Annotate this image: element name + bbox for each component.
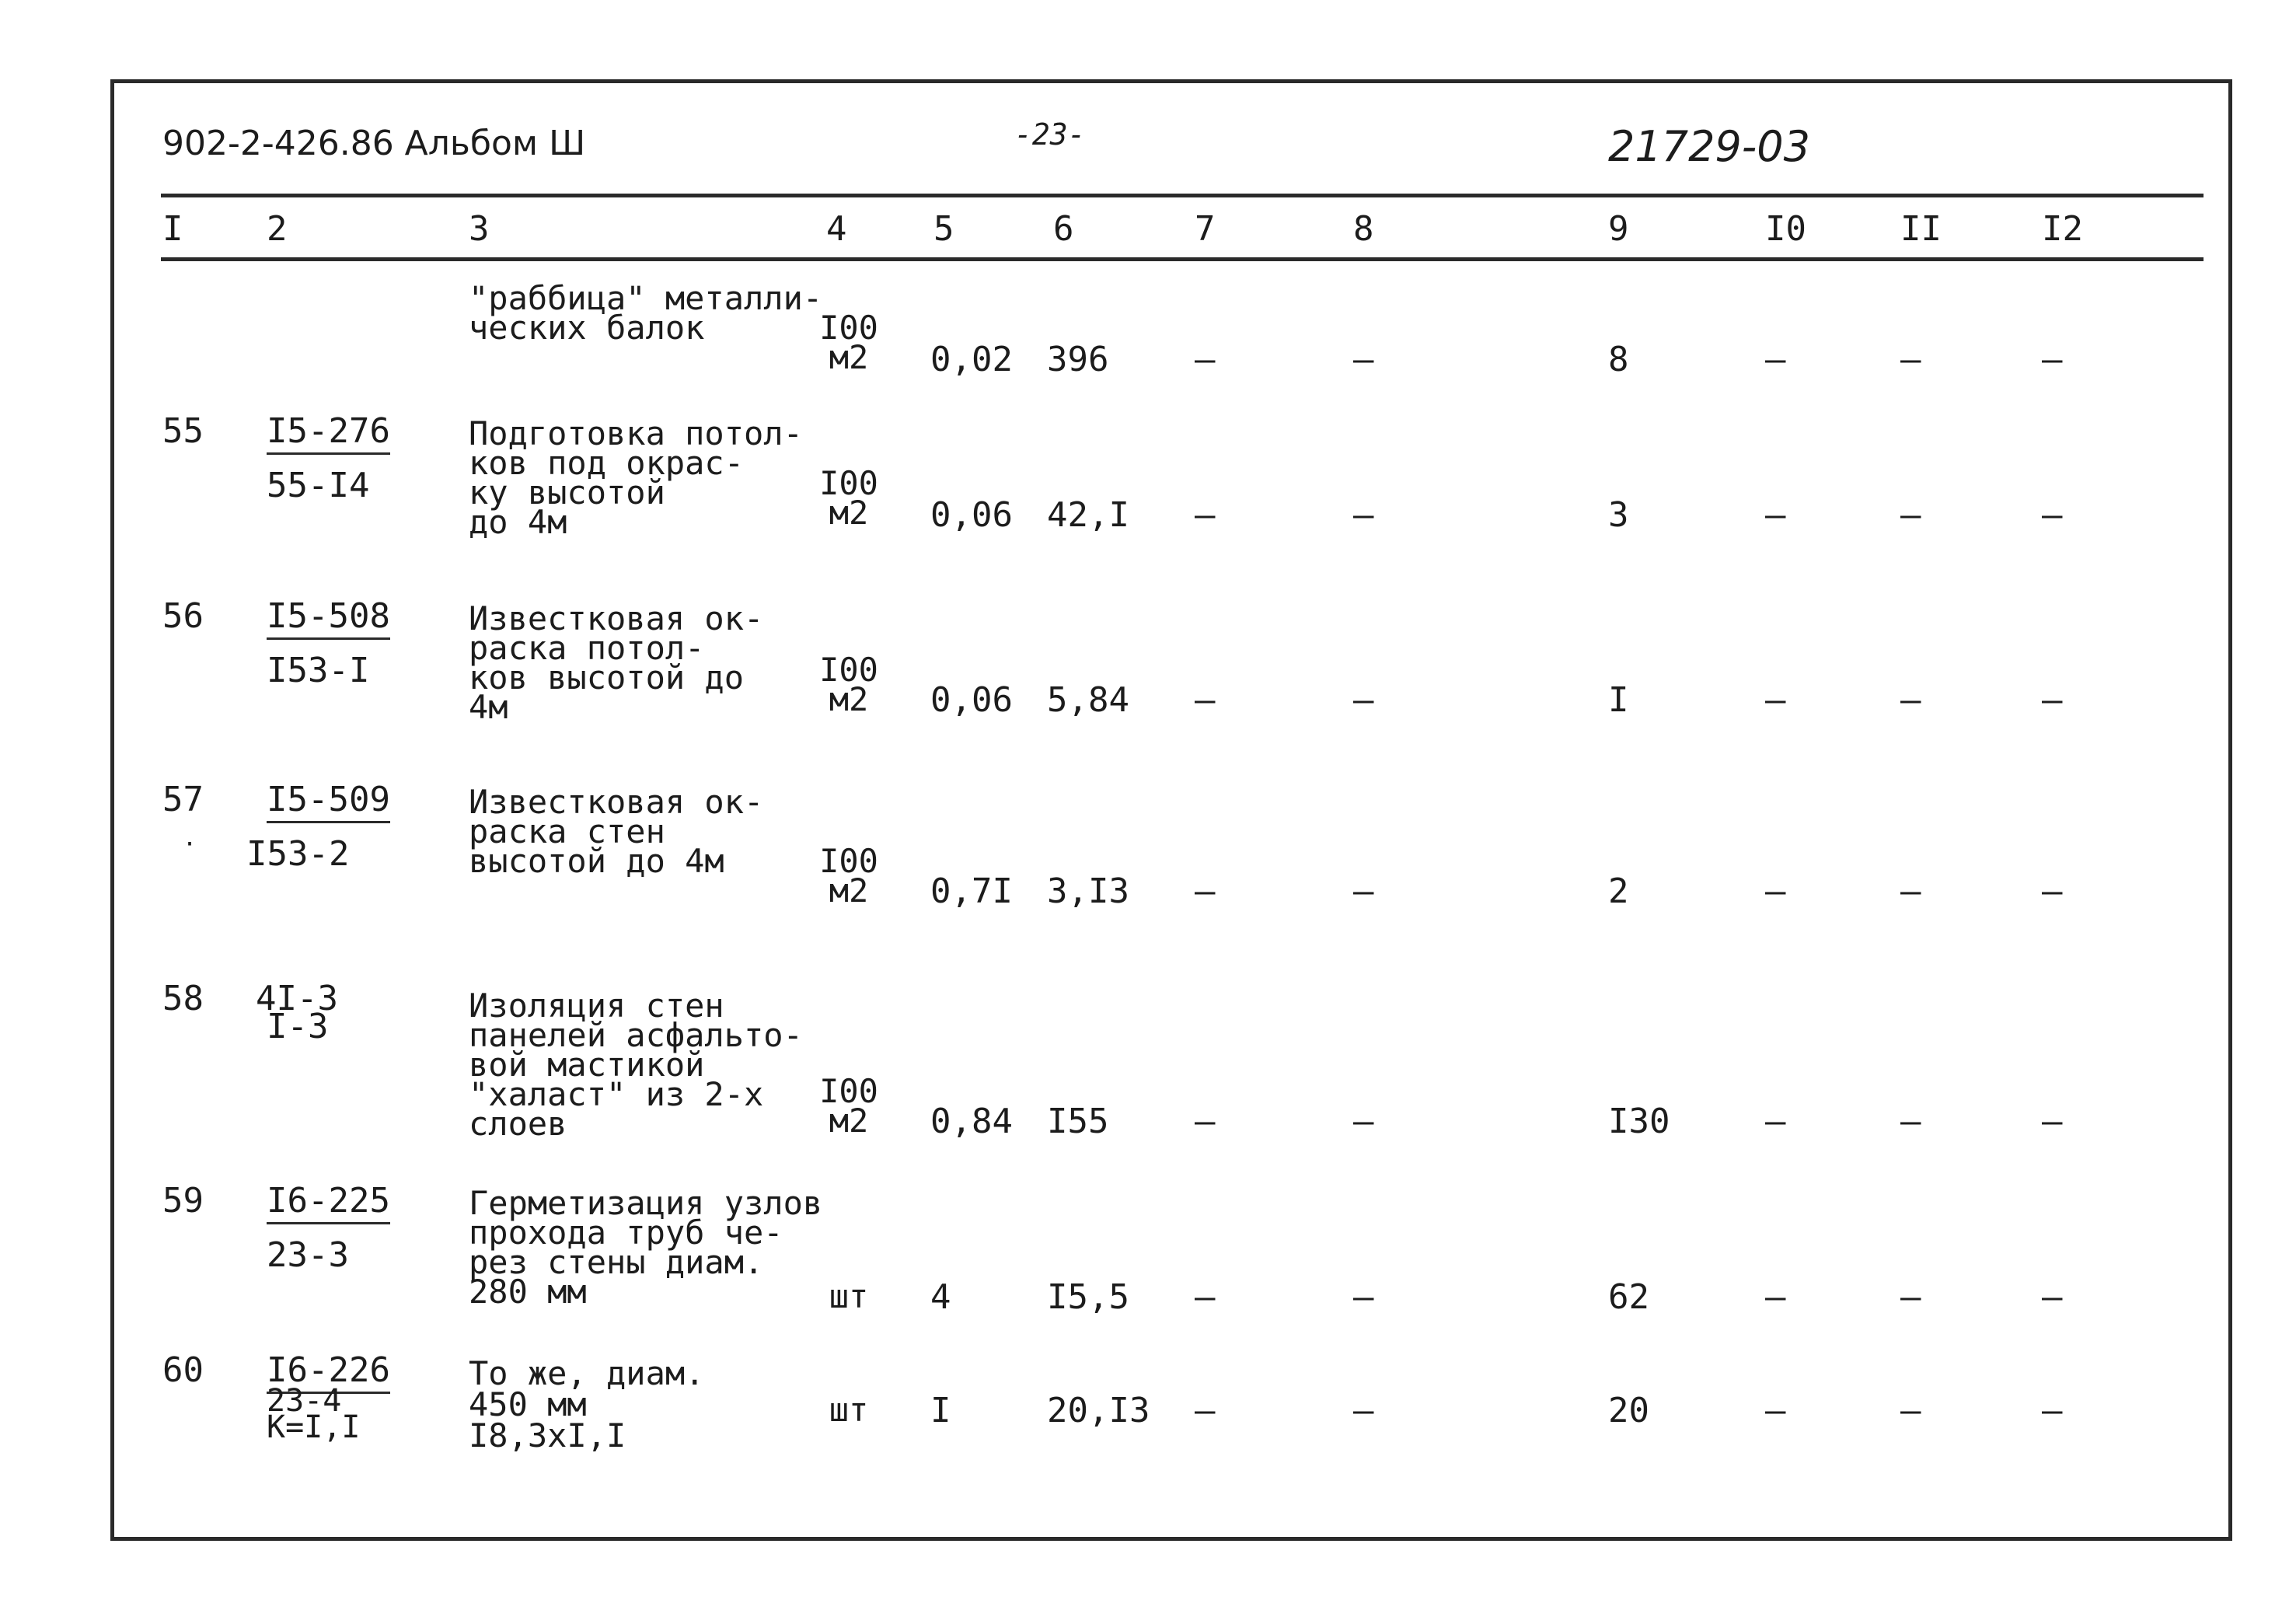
col7-value: – (1195, 1277, 1216, 1317)
page-number: -23- (1014, 117, 1086, 152)
rate-code-top: 4I-3 (256, 979, 338, 1018)
table-row (114, 596, 2236, 756)
header-rule-bottom (161, 257, 2204, 261)
work-name: Герметизация узлов прохода труб че- рез стены диам. 280 мм (469, 1184, 823, 1311)
col11-value: – (1900, 871, 1921, 911)
sheet-code: 21729-03 (1608, 122, 1810, 171)
row-number: 60 (162, 1350, 204, 1390)
rate-code (267, 780, 390, 819)
col10-value: – (1765, 680, 1786, 720)
unit: шт (829, 1277, 869, 1315)
row-number: 57 (162, 780, 204, 819)
column-header-1: I (162, 209, 183, 249)
col12-value: – (2042, 871, 2063, 911)
col12-value: – (2042, 1102, 2063, 1141)
col12-value: – (2042, 680, 2063, 720)
col7-value: – (1195, 1102, 1216, 1141)
col7-value: – (1195, 871, 1216, 911)
unit-price: 3,I3 (1047, 871, 1129, 911)
table-row (114, 1181, 2236, 1341)
unit-price: 20,I3 (1047, 1391, 1150, 1430)
column-header-5: 5 (933, 209, 954, 249)
unit: I00 м2 (819, 309, 878, 376)
rate-code-bottom: I53-2 (246, 834, 350, 874)
col10-value: – (1765, 495, 1786, 535)
work-name: "раббица" металли- ческих балок (469, 279, 823, 347)
unit-price: I5,5 (1047, 1277, 1129, 1317)
quantity: 0,84 (930, 1102, 1013, 1141)
col12-value: – (2042, 1277, 2063, 1317)
rate-code-bottom: I53-I (267, 651, 370, 690)
col9-value: 62 (1608, 1277, 1649, 1317)
col8-value: – (1353, 1102, 1374, 1141)
col10-value: – (1765, 1391, 1786, 1430)
col7-value: – (1195, 680, 1216, 720)
col11-value: – (1900, 1391, 1921, 1430)
column-header-9: 9 (1608, 209, 1629, 249)
quantity: 0,06 (930, 680, 1013, 720)
column-header-8: 8 (1353, 209, 1374, 249)
rate-code (267, 1181, 390, 1221)
table-row (114, 411, 2236, 571)
col7-value: – (1195, 340, 1216, 379)
column-header-10: I0 (1765, 209, 1806, 249)
col9-value: 8 (1608, 340, 1629, 379)
col9-value: 2 (1608, 871, 1629, 911)
col9-value: 3 (1608, 495, 1629, 535)
quantity: 0,02 (930, 340, 1013, 379)
col11-value: – (1900, 340, 1921, 379)
rate-code (267, 411, 390, 451)
table-row (114, 780, 2236, 963)
row-number: 58 (162, 979, 204, 1018)
col11-value: – (1900, 1102, 1921, 1141)
row-number: 55 (162, 411, 204, 451)
unit-price: 396 (1047, 340, 1109, 379)
unit: I00 м2 (819, 1072, 878, 1140)
column-header-7: 7 (1195, 209, 1216, 249)
unit-price: 42,I (1047, 495, 1129, 535)
col12-value: – (2042, 495, 2063, 535)
row-number: 59 (162, 1181, 204, 1221)
work-name: То же, диам. 450 мм I8,3хI,I (469, 1354, 705, 1455)
unit-price: 5,84 (1047, 680, 1129, 720)
quantity: I (930, 1391, 951, 1430)
col11-value: – (1900, 680, 1921, 720)
column-header-12: I2 (2042, 209, 2083, 249)
col8-value: – (1353, 340, 1374, 379)
row-number: 56 (162, 596, 204, 636)
col12-value: – (2042, 340, 2063, 379)
rate-code-bottom: I-3 (267, 1007, 329, 1046)
col10-value: – (1765, 340, 1786, 379)
column-header-11: II (1900, 209, 1942, 249)
quantity: 4 (930, 1277, 951, 1317)
col7-value: – (1195, 1391, 1216, 1430)
col9-value: I (1608, 680, 1629, 720)
quantity: 0,7I (930, 871, 1013, 911)
rate-code-top: I5-276 (267, 411, 390, 455)
rate-code-top: I6-225 (267, 1181, 390, 1224)
work-name: Известковая ок- раска потол- ков высотой до 4м (469, 599, 764, 726)
col8-value: – (1353, 680, 1374, 720)
column-header-3: 3 (469, 209, 490, 249)
unit-price: I55 (1047, 1102, 1109, 1141)
rate-code-top: I5-508 (267, 596, 390, 640)
col11-value: – (1900, 1277, 1921, 1317)
col8-value: – (1353, 871, 1374, 911)
quantity: 0,06 (930, 495, 1013, 535)
column-header-4: 4 (826, 209, 847, 249)
col10-value: – (1765, 1102, 1786, 1141)
table-row (114, 1350, 2236, 1479)
rate-code-bottom: 23-3 (267, 1235, 349, 1275)
rate-code-bottom: 55-I4 (267, 466, 370, 505)
margin-dot: · (183, 831, 197, 858)
col12-value: – (2042, 1391, 2063, 1430)
col8-value: – (1353, 1391, 1374, 1430)
document-code: 902-2-426.86 Альбом Ш (162, 124, 586, 163)
rate-code-top: I6-226 (267, 1350, 390, 1394)
col8-value: – (1353, 495, 1374, 535)
column-header-2: 2 (267, 209, 288, 249)
col10-value: – (1765, 871, 1786, 911)
table-row (114, 279, 2236, 400)
rate-code-bottom: 23-4 К=I,I (267, 1383, 361, 1445)
header-rule-top (161, 194, 2204, 197)
col9-value: I30 (1608, 1102, 1670, 1141)
col7-value: – (1195, 495, 1216, 535)
work-name: Подготовка потол- ков под окрас- ку высотой до 4м (469, 414, 803, 541)
unit: I00 м2 (819, 651, 878, 718)
table-row (114, 979, 2236, 1170)
rate-code (267, 1350, 390, 1390)
rate-code (267, 596, 390, 636)
col9-value: 20 (1608, 1391, 1649, 1430)
col10-value: – (1765, 1277, 1786, 1317)
unit: шт (829, 1391, 869, 1429)
work-name: Изоляция стен панелей асфальто- вой мастикой "халаст" из 2-х слоев (469, 987, 803, 1143)
col11-value: – (1900, 495, 1921, 535)
rate-code-top: I5-509 (267, 780, 390, 823)
unit: I00 м2 (819, 842, 878, 910)
col8-value: – (1353, 1277, 1374, 1317)
column-header-6: 6 (1053, 209, 1074, 249)
unit: I00 м2 (819, 464, 878, 532)
work-name: Известковая ок- раска стен высотой до 4м (469, 783, 764, 880)
page-frame (110, 79, 2232, 1541)
